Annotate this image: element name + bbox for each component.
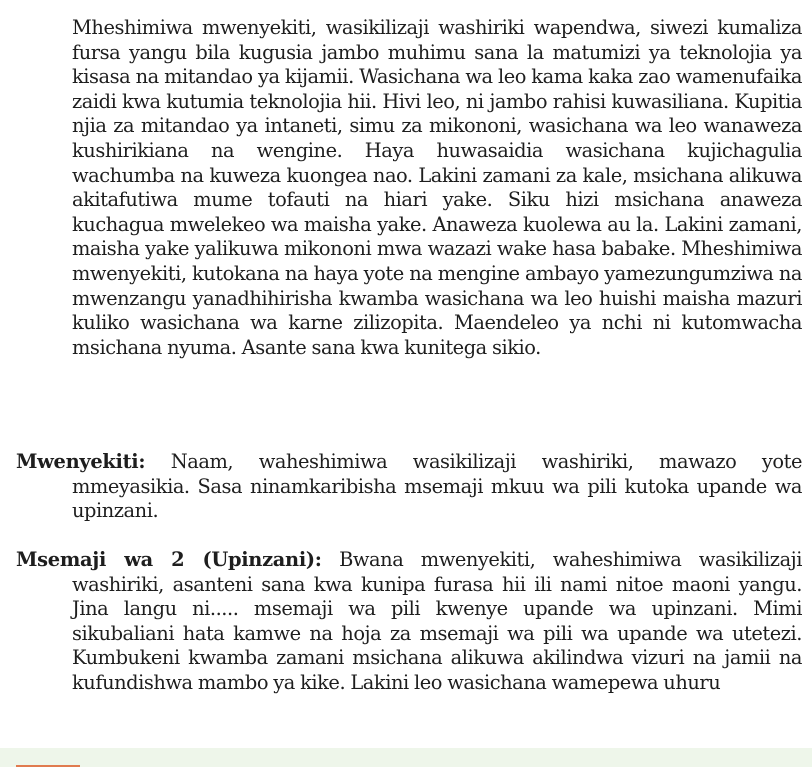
speaker-label: Mwenyekiti: [16,450,146,473]
speech-paragraph-opposition [16,548,802,696]
speech-paragraph-continuation: Mheshimiwa mwenyekiti, wasikilizaji washiriki wapendwa, siwezi kumaliza fursa yangu bila kugusia jambo muhimu sana la matumizi ya teknolojia ya kisasa na mitandao ya kijamii. Wasichana wa leo kama kaka zao wamenufaika zaidi kwa kutumia teknolojia hii. Hivi leo, ni jambo rahisi kuwasiliana. Kupitia njia za mitandao ya intaneti, simu za mikononi, wasichana wa leo wanaweza kushirikiana na wengine. Haya huwasaidia wasichana kujichagulia wachumba na kuweza kuongea nao. Lakini zamani za kale, msichana alikuwa akitafutiwa mume tofauti na hiari yake. Siku hizi msichana anaweza kuchagua mwelekeo wa maisha yake. Anaweza kuolewa au la. Lakini zamani, maisha yake yalikuwa mikononi mwa wazazi wake hasa babake. Mheshimiwa mwenyekiti, kutokana na haya yote na mengine ambayo yamezungumziwa na mwenzangu yanadhihirisha kwamba wasichana wa leo huishi maisha mazuri kuliko wasichana wa karne zilizopita. Maendeleo ya nchi ni kutomwacha msichana nyuma. Asante sana kwa kunitega sikio. [72,16,802,359]
footer-band [0,748,812,767]
speech-text: Bwana mwenyekiti, waheshimiwa wasikilizaji washiriki, asanteni sana kwa kunipa furasa hii ili nami nitoe maoni yangu. Jina langu ni..... msemaji wa pili kwenye upande wa upinzani. Mimi sikubaliani hata kamwe na hoja za msemaji wa pili wa upande wa utetezi. Kumbukeni kwamba zamani msichana alikuwa akilindwa vizuri na jamii na kufundishwa mambo ya kike. Lakini leo wasichana wamepewa uhuru [72,548,802,694]
speech-paragraph-chairperson [16,450,802,524]
speaker-label: Msemaji wa 2 (Upinzani): [16,548,322,571]
speech-text: Naam, waheshimiwa wasikilizaji washiriki, mawazo yote mmeyasikia. Sasa ninamkaribisha msemaji mkuu wa pili kutoka upande wa upinzani. [72,450,802,523]
